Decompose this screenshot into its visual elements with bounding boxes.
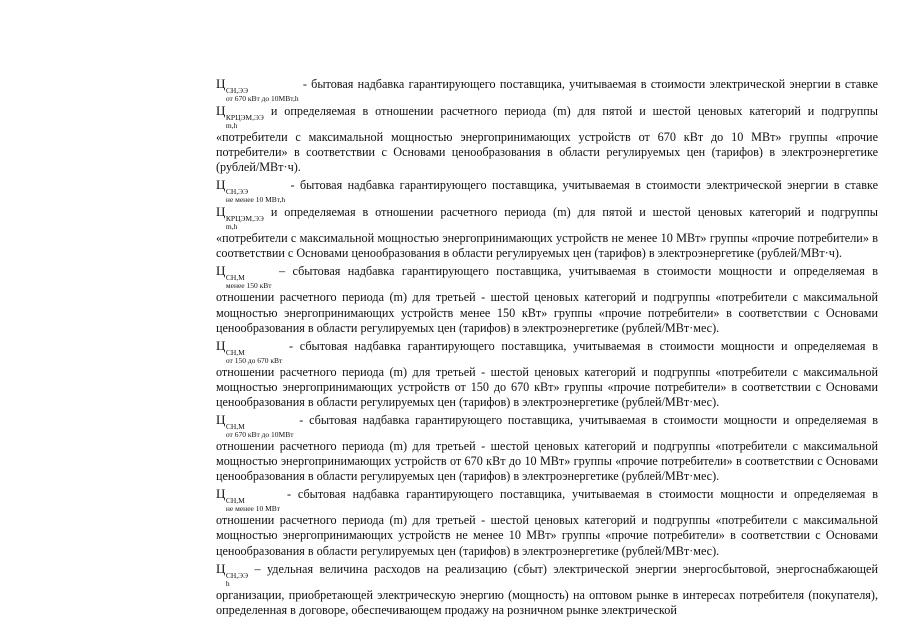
formula-symbol: Ц СН,ЭЭ не менее 10 МВт,h bbox=[216, 177, 286, 205]
formula-subscript: от 150 до 670 кВт bbox=[225, 355, 283, 365]
formula-subscript: от 670 кВт до 10МВт,h bbox=[225, 94, 299, 103]
formula-symbol: Ц СН,М не менее 10 МВт bbox=[216, 486, 281, 514]
formula-subscript: не менее 10 МВт,h bbox=[225, 195, 286, 205]
formula-superscript: СН,М bbox=[225, 496, 245, 506]
formula-superscript: СН,ЭЭ bbox=[225, 570, 249, 580]
formula-superscript: СН,ЭЭ bbox=[225, 86, 249, 95]
paragraph-4 bbox=[216, 338, 878, 410]
formula-superscript: СН,М bbox=[225, 422, 245, 432]
formula-symbol: Ц КРЦЭМ,ЭЭ m,h bbox=[216, 204, 264, 232]
formula-symbol: Ц СН,ЭЭ от 670 кВт до 10МВт,h bbox=[216, 76, 299, 103]
paragraph-text: - бытовая надбавка гарантирующего поставщика, учитываемая в стоимости электрической энергии в ставке bbox=[285, 178, 878, 193]
formula-symbol: Ц СН,М от 150 до 670 кВт bbox=[216, 337, 283, 365]
paragraph-2 bbox=[216, 177, 878, 261]
paragraph-text: – удельная величина расходов на реализацию (сбыт) электрической энергии энергосбытовой, энергоснабжающей организации, приобретающей электрическую энергию (мощность) на оптовом рынке в интересах потребителя (покупателя), определенная в договоре, обеспечивающем продажу на розничном рынке электрической bbox=[216, 561, 878, 617]
paragraph-7 bbox=[216, 561, 878, 618]
paragraph-text: и определяемая в отношении расчетного периода (m) для пятой и шестой ценовых категорий и подгруппы «потребители с максимальной мощностью энергопринимающих устройств от 670 кВт до 10 МВт» группы «прочие потребители» в соответствии с Основами ценообразования в области регулируемых цен (тарифов) в электроэнергетике (рублей/МВт·ч). bbox=[216, 104, 878, 175]
document-page bbox=[216, 76, 878, 620]
formula-symbol: Ц КРЦЭМ,ЭЭ m,h bbox=[216, 103, 264, 130]
formula-symbol: Ц СН,ЭЭ h bbox=[216, 560, 249, 588]
formula-subscript: m,h bbox=[225, 121, 238, 130]
paragraph-text: – сбытовая надбавка гарантирующего поставщика, учитываемая в стоимости мощности и определяемая в отношении расчетного периода (m) для третьей - шестой ценовых категорий и подгруппы «потребители с максимальной мощностью энергопринимающих устройств менее 150 кВт» группы «прочие потребители» в соответствии с Основами ценообразования в области регулируемых цен (тарифов) в электроэнергетике (рублей/МВт·мес). bbox=[216, 264, 878, 335]
formula-superscript: СН,ЭЭ bbox=[225, 187, 249, 197]
paragraph-5 bbox=[216, 412, 878, 484]
formula-superscript: СН,М bbox=[225, 347, 245, 357]
formula-subscript: от 670 кВт до 10МВт bbox=[225, 430, 294, 440]
formula-symbol: Ц СН,М от 670 кВт до 10МВт bbox=[216, 412, 294, 440]
paragraph-1 bbox=[216, 76, 878, 175]
paragraph-text: - бытовая надбавка гарантирующего поставщика, учитываемая в стоимости электрической энергии в ставке bbox=[298, 77, 878, 91]
formula-superscript: КРЦЭМ,ЭЭ bbox=[225, 214, 264, 224]
paragraph-text: - сбытовая надбавка гарантирующего поставщика, учитываемая в стоимости мощности и определяемая в отношении расчетного периода (m) для третьей - шестой ценовых категорий и подгруппы «потребители с максимальной мощностью энергопринимающих устройств не менее 10 МВт» группы «прочие потребители» в соответствии с Основами ценообразования в области регулируемых цен (тарифов) в электроэнергетике (рублей/МВт·мес). bbox=[216, 487, 878, 558]
paragraph-text: - сбытовая надбавка гарантирующего поставщика, учитываемая в стоимости мощности и определяемая в отношении расчетного периода (m) для третьей - шестой ценовых категорий и подгруппы «потребители с максимальной мощностью энергопринимающих устройств от 150 до 670 кВт» группы «прочие потребители» в соответствии с Основами ценообразования в области регулируемых цен (тарифов) в электроэнергетике (рублей/МВт·мес). bbox=[216, 338, 878, 409]
paragraph-3 bbox=[216, 263, 878, 335]
paragraph-6 bbox=[216, 486, 878, 558]
formula-subscript: h bbox=[225, 578, 230, 588]
paragraph-text: и определяемая в отношении расчетного периода (m) для пятой и шестой ценовых категорий и подгруппы «потребители с максимальной мощностью энергопринимающих устройств не менее 10 МВт» группы «прочие потребители» в соответствии с Основами ценообразования в области регулируемых цен (тарифов) в электроэнергетике (рублей/МВт·ч). bbox=[216, 205, 878, 261]
formula-subscript: m,h bbox=[225, 222, 238, 232]
formula-superscript: КРЦЭМ,ЭЭ bbox=[225, 113, 264, 122]
formula-superscript: СН,М bbox=[225, 273, 245, 283]
formula-symbol: Ц СН,М менее 150 кВт bbox=[216, 263, 272, 291]
formula-subscript: менее 150 кВт bbox=[225, 281, 272, 291]
paragraph-text: - сбытовая надбавка гарантирующего поставщика, учитываемая в стоимости мощности и определяемая в отношении расчетного периода (m) для третьей - шестой ценовых категорий и подгруппы «потребители с максимальной мощностью энергопринимающих устройств от 670 кВт до 10 МВт» группы «прочие потребители» в соответствии с Основами ценообразования в области регулируемых цен (тарифов) в электроэнергетике (рублей/МВт·мес). bbox=[216, 413, 878, 484]
formula-subscript: не менее 10 МВт bbox=[225, 504, 281, 514]
